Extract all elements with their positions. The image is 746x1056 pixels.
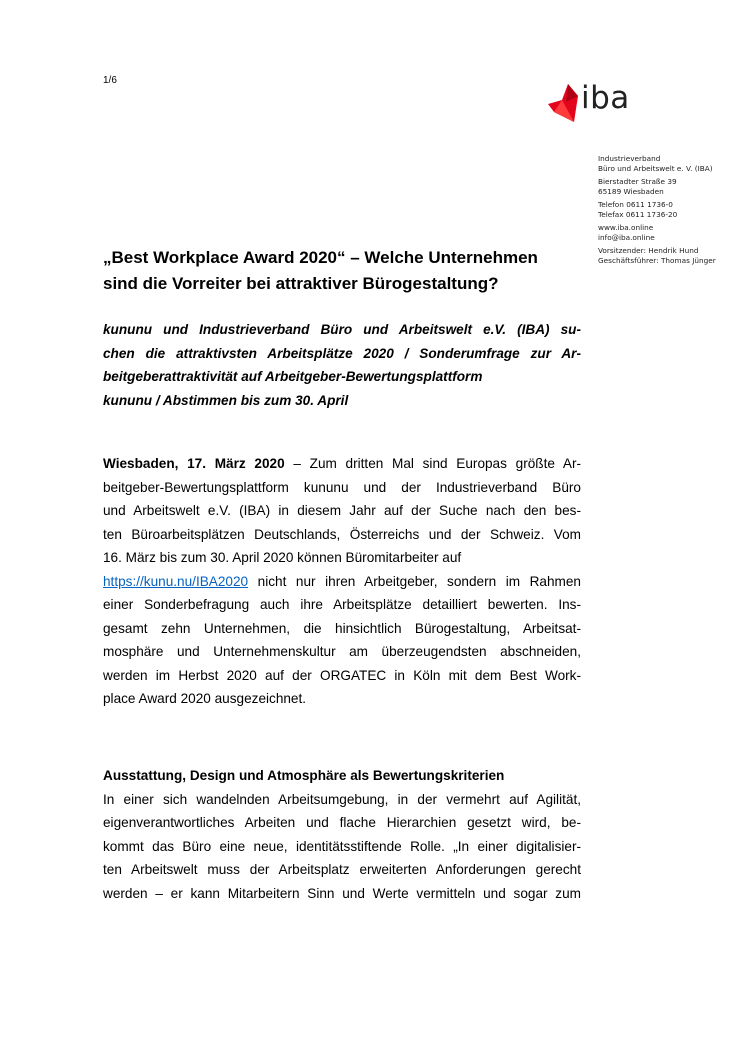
body-line: und Arbeitswelt e.V. (IBA) in diesem Jahr auf der Suche nach den bes- xyxy=(103,503,581,518)
press-release-title xyxy=(103,245,573,297)
org-name-line1: Industrieverband xyxy=(598,154,661,163)
iba-logo xyxy=(548,80,648,128)
body-line: beitgeber-Bewertungsplattform kununu und der Industrieverband Büro xyxy=(103,479,581,495)
subtitle-line: beitgeberattraktivität auf Arbeitgeber-Bewertungsplattform xyxy=(103,369,483,384)
section-line: werden – er kann Mitarbeitern Sinn und Werte vermitteln und sogar zum xyxy=(103,885,581,901)
org-name-line2: Büro und Arbeitswelt e. V. (IBA) xyxy=(598,164,713,173)
body-line: gesamt zehn Unternehmen, die hinsichtlich Bürogestaltung, Arbeitsat- xyxy=(103,620,581,636)
subtitle xyxy=(103,318,581,412)
body-line: mosphäre und Unternehmenskultur am überzeugendsten abschneiden, xyxy=(103,644,581,659)
iba-logo-mark-icon xyxy=(548,82,580,126)
street: Bierstadter Straße 39 xyxy=(598,177,677,186)
body-text: – Zum dritten Mal sind Europas größte Ar- xyxy=(284,456,581,471)
title-line: sind die Vorreiter bei attraktiver Bürogestaltung? xyxy=(103,274,499,293)
subtitle-line: kununu / Abstimmen bis zum 30. April xyxy=(103,392,349,408)
fax: Telefax 0611 1736-20 xyxy=(598,210,678,219)
subtitle-line: kununu und Industrieverband Büro und Arbeitswelt e.V. (IBA) su- xyxy=(103,322,581,337)
subtitle-line: chen die attraktivsten Arbeitsplätze 2020 / Sonderumfrage zur Ar- xyxy=(103,345,581,361)
email: info@iba.online xyxy=(598,233,655,242)
body-line: 16. März bis zum 30. April 2020 können Büromitarbeiter auf xyxy=(103,550,462,565)
logo-text: iba xyxy=(581,80,630,116)
section-line: eigenverantwortliches Arbeiten und flache Hierarchien gesetzt wird, be- xyxy=(103,815,581,830)
body-paragraph xyxy=(103,452,581,711)
section-line: ten Arbeitswelt muss der Arbeitsplatz erweiterten Anforderungen gerecht xyxy=(103,862,581,877)
body-line: ten Büroarbeitsplätzen Deutschlands, Österreichs und der Schweiz. Vom xyxy=(103,526,581,542)
section-line: In einer sich wandelnden Arbeitsumgebung, in der vermehrt auf Agilität, xyxy=(103,791,581,807)
body-line xyxy=(103,452,581,476)
dateline: Wiesbaden, 17. März 2020 xyxy=(103,456,285,471)
body-line xyxy=(103,570,581,594)
survey-link[interactable]: https://kunu.nu/IBA2020 xyxy=(103,573,249,589)
body-line: place Award 2020 ausgezeichnet. xyxy=(103,691,307,706)
body-text: nicht nur ihren Arbeitgeber, sondern im Rahmen xyxy=(248,573,581,589)
body-line: werden im Herbst 2020 auf der ORGATEC in Köln mit dem Best Work- xyxy=(103,667,581,683)
phone: Telefon 0611 1736-0 xyxy=(598,200,673,209)
section-heading xyxy=(103,764,581,788)
section-criteria xyxy=(103,764,581,905)
title-line: „Best Workplace Award 2020“ – Welche Unternehmen xyxy=(103,248,538,267)
city: 65189 Wiesbaden xyxy=(598,187,664,196)
section-line: kommt das Büro eine neue, identitätsstiftende Rolle. „In einer digitalisier- xyxy=(103,838,581,854)
chair: Vorsitzender: Hendrik Hund xyxy=(598,246,699,255)
letterhead-address xyxy=(598,154,738,269)
page-number: 1/6 xyxy=(103,75,117,86)
website: www.iba.online xyxy=(598,223,654,232)
section-heading-text: Ausstattung, Design und Atmosphäre als Bewertungskriterien xyxy=(103,768,505,783)
ceo: Geschäftsführer: Thomas Jünger xyxy=(598,256,716,265)
body-line: einer Sonderbefragung auch ihre Arbeitsplätze detailliert bewerten. Ins- xyxy=(103,597,581,612)
